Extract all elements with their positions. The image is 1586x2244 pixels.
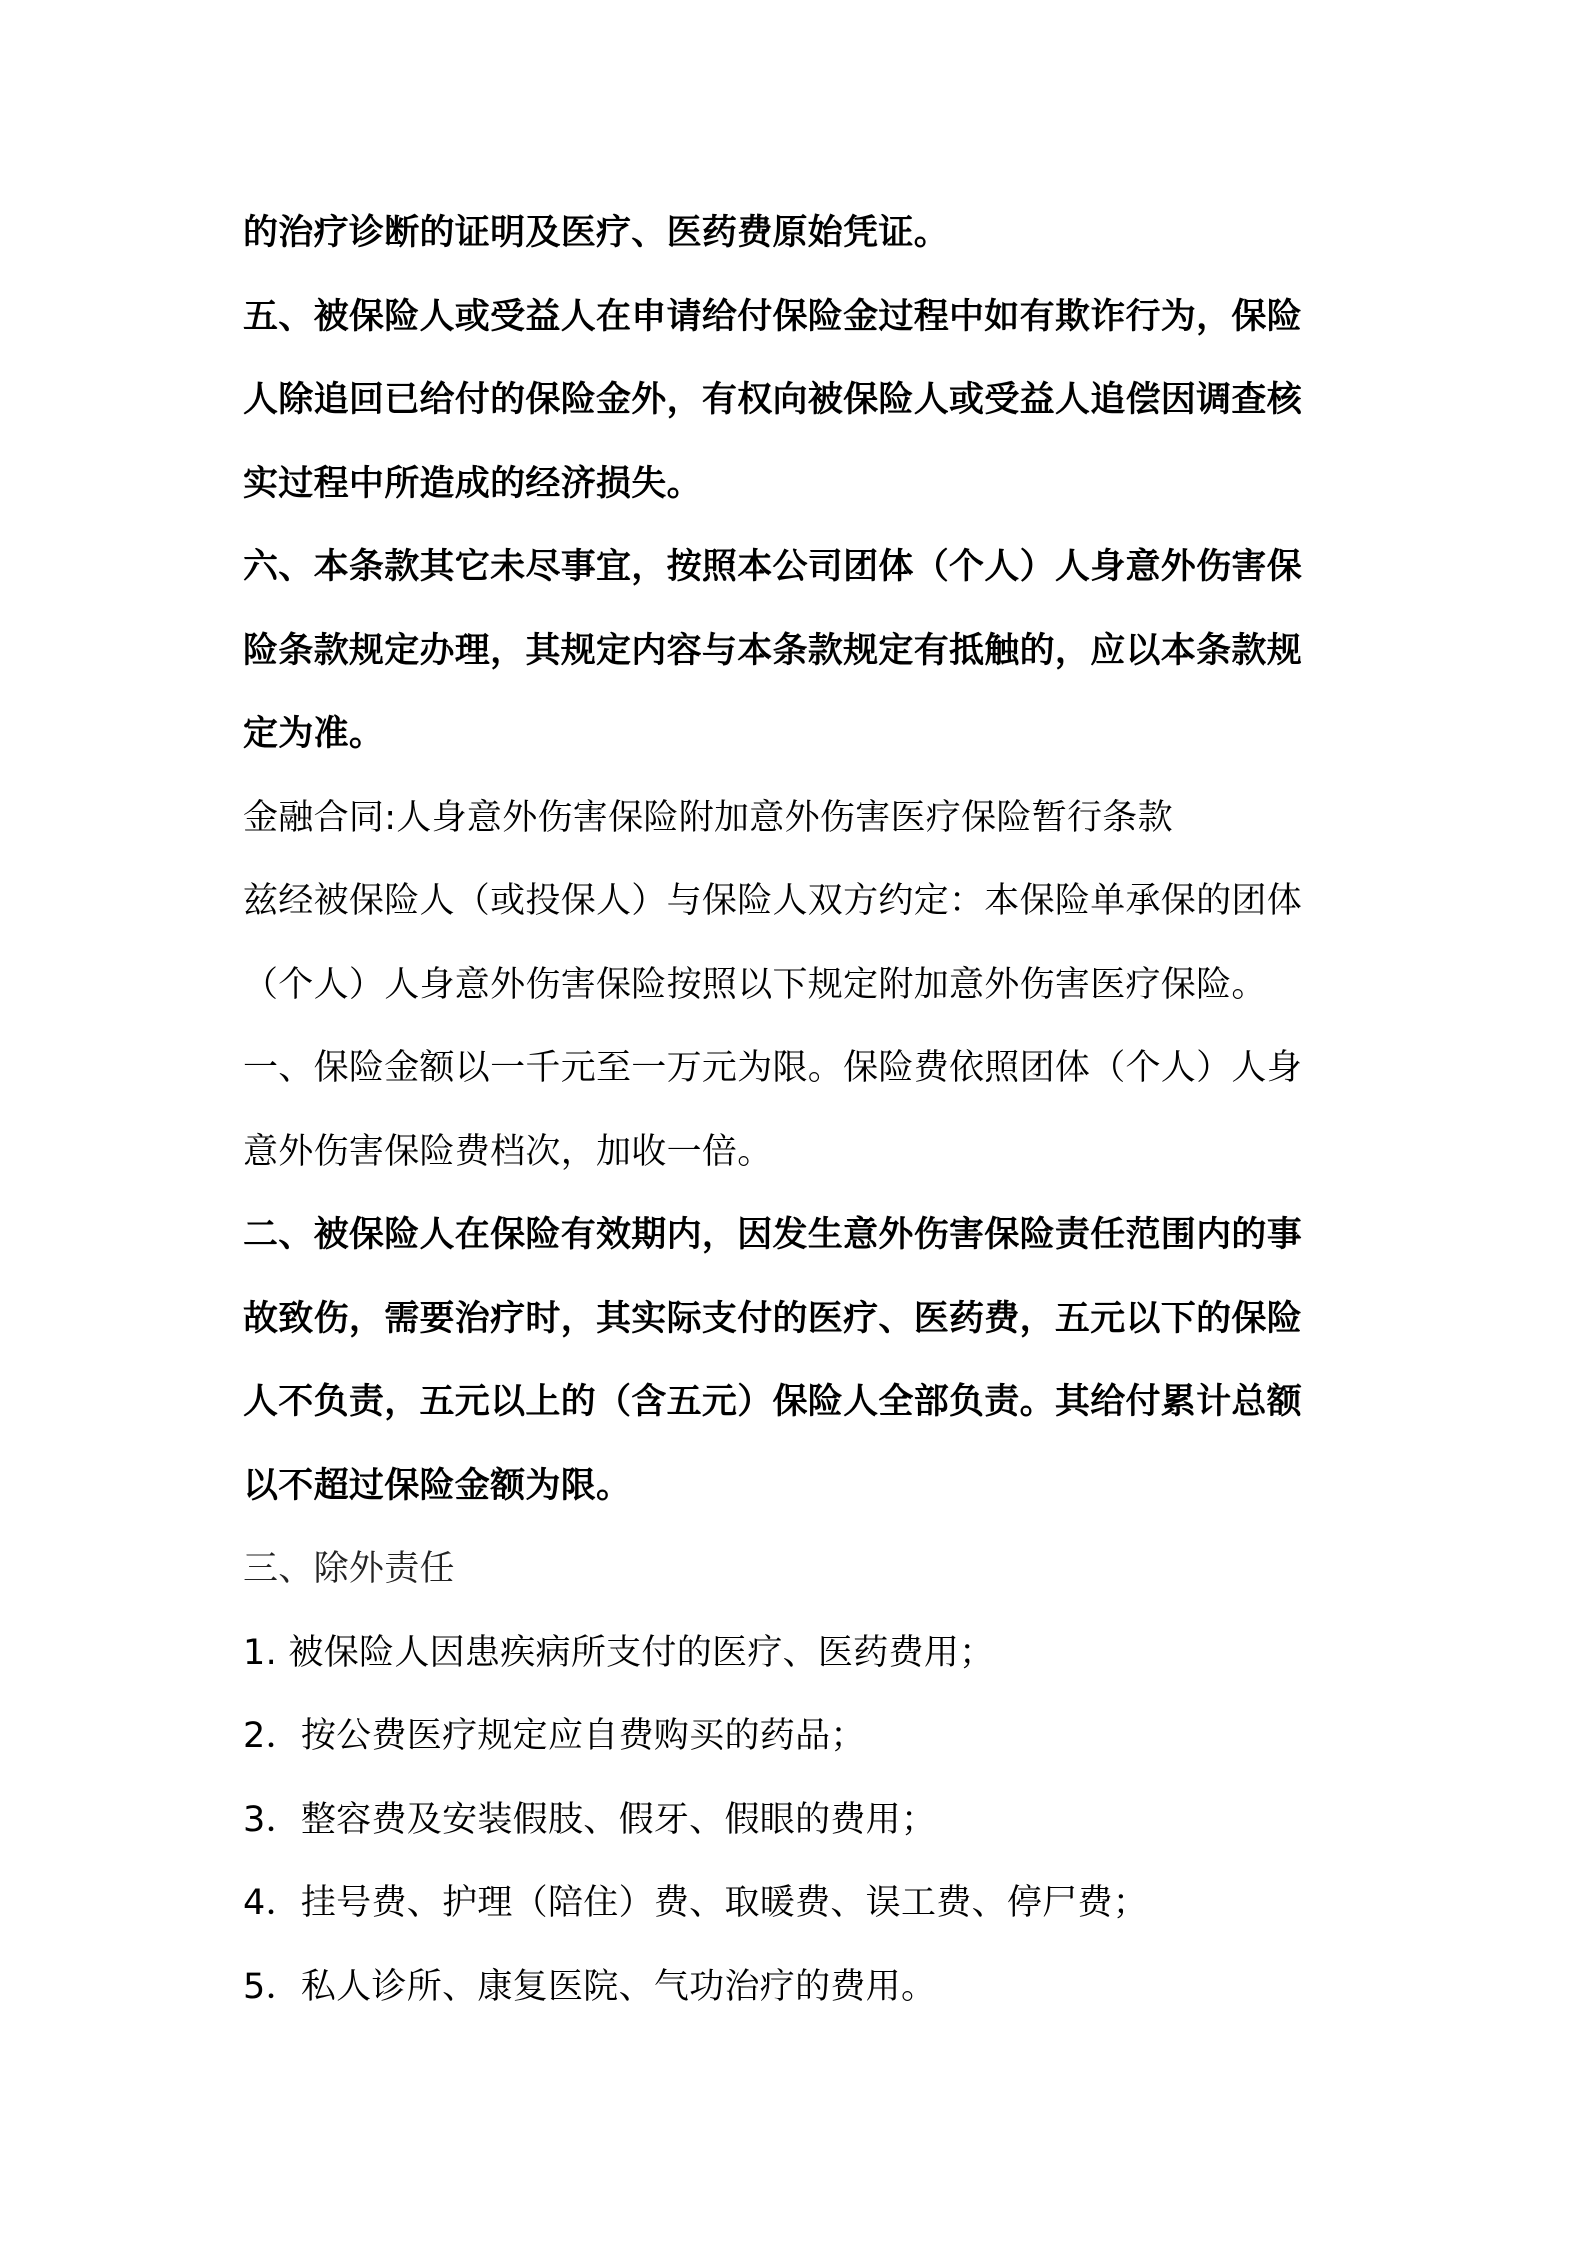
clause-6-line-3: 定为准。	[243, 714, 385, 754]
exclusion-item-5: 5．私人诊所、康复医院、气功治疗的费用。	[243, 1966, 937, 2007]
clause-2-line-2: 故致伤，需要治疗时，其实际支付的医疗、医药费，五元以下的保险	[243, 1298, 1303, 1339]
clause-2-line-3: 人不负责，五元以上的（含五元）保险人全部负责。其给付累计总额	[243, 1382, 1303, 1422]
exclusion-item-4: 4．挂号费、护理（陪住）费、取暖费、误工费、停尸费；	[243, 1883, 1149, 1923]
exclusion-item-3: 3．整容费及安装假肢、假牙、假眼的费用；	[243, 1799, 937, 1840]
clause-5-line-1: 五、被保险人或受益人在申请给付保险金过程中如有欺诈行为，保险	[243, 296, 1303, 337]
exclusion-item-1: 1. 被保险人因患疾病所支付的医疗、医药费用；	[243, 1632, 995, 1673]
clause-1-line-2: 意外伤害保险费档次，加收一倍。	[243, 1131, 773, 1172]
clause-5-line-2: 人除追回已给付的保险金外，有权向被保险人或受益人追偿因调查核	[243, 380, 1303, 420]
clause-6-line-1: 六、本条款其它未尽事宜，按照本公司团体（个人）人身意外伤害保	[243, 547, 1303, 587]
clause-2-line-4: 以不超过保险金额为限。	[243, 1465, 632, 1506]
exclusion-item-2: 2．按公费医疗规定应自费购买的药品；	[243, 1716, 866, 1756]
document-body	[243, 192, 1363, 2029]
contract-title: 金融合同:人身意外伤害保险附加意外伤害医疗保险暂行条款	[243, 797, 1173, 838]
paragraph-line-1: 的治疗诊断的证明及医疗、医药费原始凭证。	[243, 213, 950, 253]
clause-6-line-2: 险条款规定办理，其规定内容与本条款规定有抵触的，应以本条款规	[243, 630, 1303, 671]
clause-1-line-1: 一、保险金额以一千元至一万元为限。保险费依照团体（个人）人身	[243, 1048, 1303, 1088]
preamble-line-2: （个人）人身意外伤害保险按照以下规定附加意外伤害医疗保险。	[243, 964, 1267, 1005]
preamble-line-1: 兹经被保险人（或投保人）与保险人双方约定：本保险单承保的团体	[243, 881, 1303, 921]
clause-5-line-3: 实过程中所造成的经济损失。	[243, 463, 702, 504]
clause-2-line-1: 二、被保险人在保险有效期内，因发生意外伤害保险责任范围内的事	[243, 1215, 1303, 1255]
clause-3-heading: 三、除外责任	[243, 1549, 455, 1589]
